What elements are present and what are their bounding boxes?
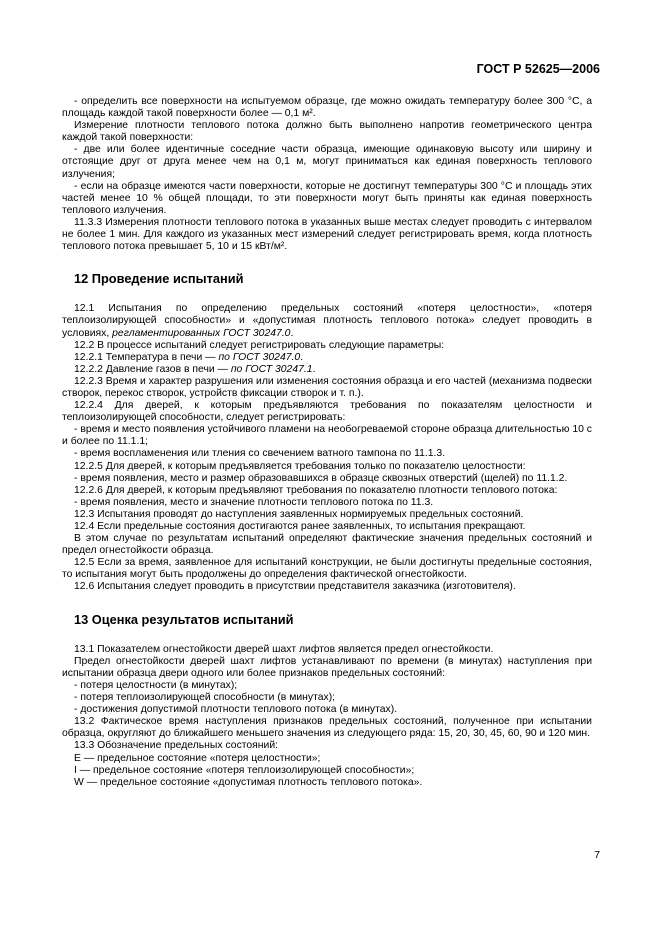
section-12-heading: 12 Проведение испытаний [74,271,244,287]
paragraph: 12.2.6 Для дверей, к которым предъявляют требования по показателю плотности теплового потока: [74,484,558,496]
text: 12.2.1 Температура в печи — [74,351,219,363]
paragraph: - потеря целостности (в минутах); [74,679,238,691]
document-code: ГОСТ Р 52625—2006 [476,62,600,76]
paragraph: 13.1 Показателем огнестойкости дверей шахт лифтов является предел огнестойкости. [74,643,494,655]
paragraph: 12.2.4 Для дверей, к которым предъявляются требования по показателям целостности и теплоизолирующей способности, следует регистрировать: [62,400,592,424]
paragraph: I — предельное состояние «потеря теплоизолирующей способности»; [74,764,415,776]
paragraph: 12.2.5 Для дверей, к которым предъявляется требования только по показателю целостности: [74,460,526,472]
paragraph: 12.3 Испытания проводят до наступления заявленных нормируемых предельных состояний. [74,508,524,520]
paragraph: - потеря теплоизолирующей способности (в минутах); [74,692,336,704]
standard-reference: регламентированных ГОСТ 30247.0 [112,327,291,339]
paragraph: 12.4 Если предельные состояния достигаются ранее заявленных, то испытания прекращают. [74,521,526,532]
paragraph: 13.2 Фактическое время наступления признаков предельных состояний, полученное при испытании образца, округляют до ближайшего меньшего значения из следующего ряда: 15, 20, 30, 45, 60, 90 и 120 мин. [62,716,592,740]
text: . [290,327,294,339]
paragraph: Измерение плотности теплового потока должно быть выполнено напротив геометрического центра каждой такой поверхности: [62,120,592,144]
section-13-heading: 13 Оценка результатов испытаний [74,611,294,627]
paragraph: - если на образце имеются части поверхности, которые не достигнут температуры 300 °С и площадь этих частей менее 10 % общей площади, то эти поверхности могут быть приняты как единая поверхность теплового излучения. [62,180,592,216]
paragraph: 11.3.3 Измерения плотности теплового потока в указанных выше местах следует проводить с интервалом не более 1 мин. Для каждого из указанных мест измерений следует регистрировать время, когда плотность теплового потока превышает 5, 10 и 15 кВт/м². [62,216,592,253]
paragraph: 12.6 Испытания следует проводить в присутствии представителя заказчика (изготовителя). [74,581,516,593]
paragraph: 12.5 Если за время, заявленное для испытаний конструкции, не были достигнуты предельные состояния, то испытания могут быть продолжены до определения фактической огнестойкости. [62,557,592,581]
paragraph [62,364,592,376]
paragraph: - определить все поверхности на испытуемом образце, где можно ожидать температуру более 300 °С, а площадь каждой такой поверхности более — 0,1 м². [62,96,592,120]
page-content [62,96,592,789]
paragraph: Е — предельное состояние «потеря целостности»; [74,752,321,764]
page-number: 7 [594,850,600,861]
paragraph: - время появления, место и значение плотности теплового потока по 11.3. [74,496,434,508]
paragraph [62,352,592,364]
paragraph: 13.3 Обозначение предельных состояний: [74,740,279,752]
paragraph: - время появления, место и размер образовавшихся в образце сквозных отверстий (щелей) по 11.1.2. [74,472,568,484]
standard-reference: по ГОСТ 30247.0 [218,351,301,363]
text: 12.1 Испытания по определению предельных состояний «потеря целостности», «потеря теплоизолирующей способности» и «допустимая плотность теплового потока» следует проводить в условиях, [62,303,592,339]
paragraph: 12.2 В процессе испытаний следует регистрировать следующие параметры: [74,339,445,351]
text: 12.2.2 Давление газов в печи — [74,363,231,375]
standard-reference: по ГОСТ 30247.1 [230,363,313,375]
paragraph: - достижения допустимой плотности теплового потока (в минутах). [74,704,398,716]
paragraph: W — предельное состояние «допустимая плотность теплового потока». [74,776,423,788]
text: . [300,351,304,363]
paragraph: - время и место появления устойчивого пламени на необогреваемой стороне образца длительностью 10 с и более по 11.1.1; [62,424,592,448]
paragraph: В этом случае по результатам испытаний определяют фактические значения предельных состояний и предел огнестойкости образца. [62,533,592,557]
paragraph: Предел огнестойкости дверей шахт лифтов устанавливают по времени (в минутах) наступления при испытании образца двери одного или более признаков предельных состояний: [62,655,592,679]
paragraph: - время воспламенения или тления со свечением ватного тампона по 11.1.3. [74,448,446,460]
paragraph [62,303,592,339]
paragraph: 12.2.3 Время и характер разрушения или изменения состояния образца и его частей (механизма подвески створок, перекос створок, устройств фиксации створок и т. п.). [62,375,592,399]
text: . [312,363,316,375]
paragraph: - две или более идентичные соседние части образца, имеющие одинаковую высоту или ширину и отстоящие друг от друга менее чем на 0,1 м, могут приниматься как единая поверхность теплового излучения; [62,144,592,180]
